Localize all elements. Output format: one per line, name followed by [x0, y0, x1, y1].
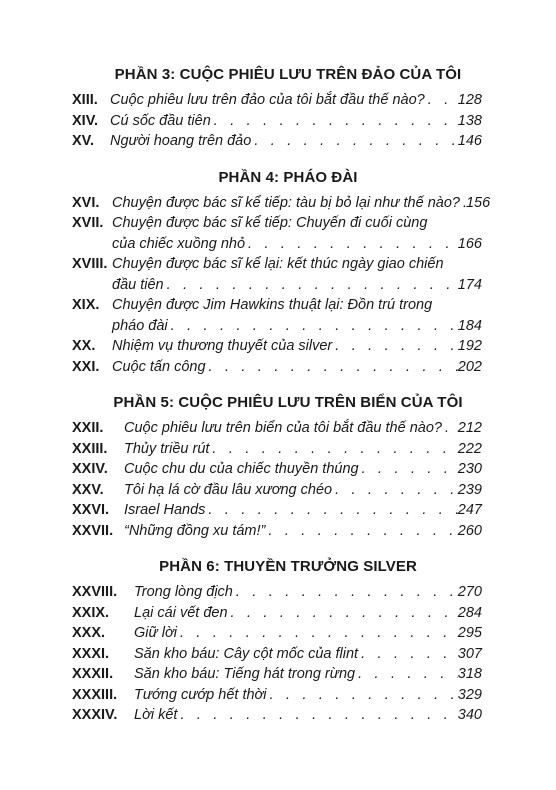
chapter-title: Chuyện được bác sĩ kể tiếp: tàu bị bỏ lại như thế nào?	[112, 194, 460, 211]
page-number: 260	[457, 522, 482, 539]
chapter-title: Tôi hạ lá cờ đầu lâu xương chéo	[124, 481, 333, 498]
chapter-number: XXVII.	[72, 522, 114, 539]
dot-leader	[206, 357, 458, 378]
toc-entry[interactable]	[72, 213, 482, 254]
page-number: 174	[457, 276, 482, 293]
page-number: 318	[457, 666, 482, 682]
dot-leader	[332, 336, 458, 357]
dot-leader	[177, 705, 457, 726]
toc-entry[interactable]	[72, 603, 482, 624]
dot-leader	[209, 439, 457, 460]
page-number: 212	[457, 420, 482, 436]
toc-entry[interactable]	[72, 90, 482, 111]
chapter-number: XXIV.	[72, 461, 108, 477]
toc-entry[interactable]	[72, 705, 482, 726]
part-title: PHẦN 6: THUYỀN TRƯỞNG SILVER	[159, 558, 417, 575]
page-number: 307	[457, 645, 482, 662]
toc-entry[interactable]	[72, 131, 482, 152]
toc-part	[72, 168, 491, 378]
chapter-number: XIV.	[72, 112, 99, 129]
chapter-title: Nhiệm vụ thương thuyết của silver	[112, 338, 333, 354]
chapter-title: Cuộc tấn công	[112, 358, 206, 375]
dot-leader	[205, 500, 457, 521]
part-title: PHẦN 5: CUỘC PHIÊU LƯU TRÊN BIỂN CỦA TÔI	[113, 394, 463, 411]
dot-leader	[251, 131, 457, 152]
chapter-title: của chiếc xuồng nhỏ	[112, 235, 246, 252]
page-number: 146	[457, 133, 482, 149]
page-number: 295	[457, 625, 482, 641]
dot-leader	[442, 418, 458, 439]
chapter-title: Chuyện được Jim Hawkins thuật lại: Đồn trú trong	[112, 297, 433, 313]
chapter-number: XXVIII.	[72, 584, 118, 600]
toc-entry[interactable]	[72, 459, 482, 480]
toc-entry[interactable]	[72, 582, 482, 603]
toc-entry[interactable]	[72, 193, 491, 214]
chapter-title: Trong lòng địch	[134, 584, 233, 600]
chapter-title: Chuyện được bác sĩ kể tiếp: Chuyến đi cuối cùng	[112, 215, 428, 231]
chapter-title: Chuyện được bác sĩ kể lại: kết thúc ngày giao chiến	[112, 256, 444, 272]
toc-part	[72, 66, 482, 152]
page-number: 329	[457, 686, 482, 703]
toc-entry[interactable]	[72, 500, 482, 521]
page-number: 239	[457, 481, 482, 498]
dot-leader	[355, 664, 458, 685]
toc-entry[interactable]	[72, 111, 482, 132]
chapter-number: XXXII.	[72, 666, 114, 682]
dot-leader	[358, 644, 458, 665]
toc-entry[interactable]	[72, 336, 482, 357]
dot-leader	[164, 275, 458, 296]
toc-entry[interactable]	[72, 254, 482, 295]
toc-entry[interactable]	[72, 521, 482, 542]
toc-entry[interactable]	[72, 295, 482, 336]
dot-leader	[177, 623, 458, 644]
dot-leader	[359, 459, 458, 480]
chapter-number: XIX.	[72, 297, 100, 313]
chapter-title: pháo đài	[112, 317, 168, 334]
page-number: 128	[457, 92, 482, 108]
page-number: 166	[457, 235, 482, 252]
chapter-number: XXXIII.	[72, 686, 118, 703]
toc-entry[interactable]	[72, 644, 482, 665]
toc-entry[interactable]	[72, 480, 482, 501]
part-title: PHẦN 4: PHÁO ĐÀI	[218, 168, 358, 186]
chapter-number: XXII.	[72, 420, 104, 436]
chapter-number: XXIII.	[72, 440, 108, 457]
chapter-number: XXV.	[72, 481, 104, 498]
dot-leader	[168, 316, 458, 337]
chapter-title: Săn kho báu: Cây cột mốc của flint	[134, 645, 359, 662]
chapter-title: Săn kho báu: Tiếng hát trong rừng	[134, 666, 356, 682]
chapter-title: Cú sốc đầu tiên	[110, 112, 211, 129]
toc-entry[interactable]	[72, 623, 482, 644]
chapter-number: XV.	[72, 133, 95, 149]
page-number: 222	[457, 440, 482, 457]
chapter-title: Thủy triều rút	[124, 440, 210, 457]
page-number: 184	[457, 317, 482, 334]
dot-leader	[332, 480, 458, 501]
dot-leader	[267, 685, 458, 706]
chapter-number: XXIX.	[72, 604, 110, 621]
chapter-number: XXXIV.	[72, 707, 118, 723]
toc-part	[72, 558, 482, 726]
chapter-title: “Những đồng xu tám!”	[124, 522, 266, 539]
dot-leader	[211, 111, 458, 132]
toc-entry[interactable]	[72, 418, 482, 439]
page-number: 202	[457, 358, 482, 375]
chapter-title: Lại cái vết đen	[134, 604, 228, 621]
chapter-title: Cuộc chu du của chiếc thuyền thúng	[124, 461, 359, 477]
toc-entry[interactable]	[72, 664, 482, 685]
dot-leader	[233, 582, 458, 603]
toc-entry[interactable]	[72, 439, 482, 460]
dot-leader	[228, 603, 458, 624]
part-title: PHẦN 3: CUỘC PHIÊU LƯU TRÊN ĐẢO CỦA TÔI	[114, 66, 462, 83]
chapter-title: Israel Hands	[124, 502, 206, 518]
chapter-title: đầu tiên	[112, 276, 164, 293]
page-number: 138	[457, 112, 482, 129]
chapter-number: XXXI.	[72, 645, 110, 662]
chapter-number: XVIII.	[72, 256, 108, 272]
table-of-contents	[72, 66, 491, 726]
chapter-title: Lời kết	[134, 707, 178, 723]
toc-part	[72, 394, 482, 541]
chapter-number: XVII.	[72, 215, 104, 231]
page-number: 340	[457, 707, 482, 723]
chapter-title: Tướng cướp hết thời	[134, 686, 267, 703]
page-number: 230	[457, 461, 482, 477]
chapter-number: XXI.	[72, 358, 100, 375]
page-number: 270	[457, 584, 482, 600]
page-number: 192	[457, 338, 482, 354]
chapter-number: XXVI.	[72, 502, 110, 518]
chapter-number: XIII.	[72, 92, 98, 108]
chapter-number: XX.	[72, 338, 96, 354]
toc-entry[interactable]	[72, 685, 482, 706]
dot-leader	[425, 90, 458, 111]
chapter-number: XVI.	[72, 194, 100, 211]
chapter-title: Cuộc phiêu lưu trên biển của tôi bắt đầu thế nào?	[124, 420, 442, 436]
dot-leader	[265, 521, 457, 542]
chapter-title: Cuộc phiêu lưu trên đảo của tôi bắt đầu thế nào?	[110, 92, 425, 108]
chapter-title: Người hoang trên đảo	[110, 133, 252, 149]
page-number: 156	[465, 194, 491, 211]
dot-leader	[245, 234, 458, 255]
page-number: 284	[457, 604, 482, 621]
toc-entry[interactable]	[72, 357, 482, 378]
chapter-number: XXX.	[72, 625, 106, 641]
page-number: 247	[457, 502, 482, 518]
chapter-title: Giữ lời	[134, 625, 177, 641]
